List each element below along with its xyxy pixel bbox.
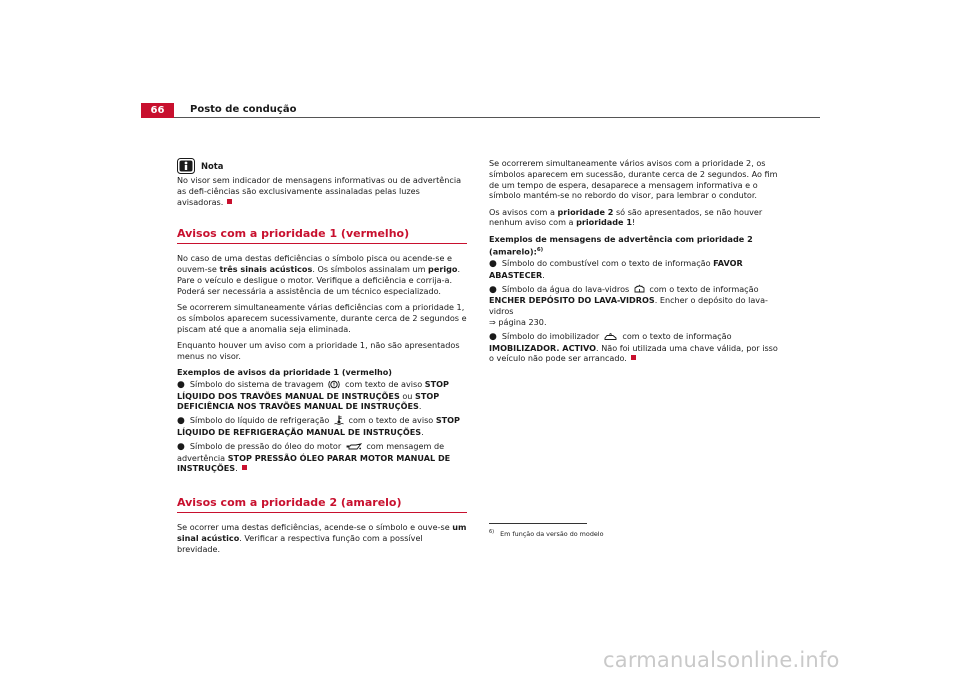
bullet-icon: ● — [489, 259, 497, 270]
end-mark-icon — [242, 465, 247, 470]
priority-1-paragraph-3: Enquanto houver um aviso com a prioridade 1, não são apresentados menus no visor. — [177, 339, 460, 361]
brake-system-icon — [328, 380, 340, 389]
washer-fluid-icon — [634, 284, 645, 294]
end-mark-icon — [227, 199, 232, 204]
priority-2-example-immobilizer: ● Símbolo do imobilizador com o texto de informação IMOBILIZADOR. ACTIVO. Não foi utilizada uma chave válida, por isso o veículo não pode ser arrancado. — [489, 330, 778, 364]
page-number: 66 — [141, 103, 174, 118]
priority-2-example-washer: ● Símbolo da água do lava-vidros com o texto de informação ENCHER DEPÓSITO DO LAVA-VIDROS. Encher o depósito do lava-vidros ⇒ página 230. — [489, 283, 768, 328]
bullet-icon: ● — [177, 379, 185, 390]
priority-1-paragraph-2: Se ocorrerem simultaneamente várias deficiências com a prioridade 1, os símbolos aparecem sucessivamente, durante cerca de 2 segundos e piscam até que a anomalia seja eliminada. — [177, 302, 467, 334]
bullet-icon: ● — [489, 284, 497, 295]
end-mark-icon — [631, 355, 636, 360]
header-rule — [174, 117, 820, 118]
bullet-icon: ● — [177, 441, 185, 452]
footnote-rule — [489, 523, 587, 524]
immobilizer-car-key-icon — [604, 333, 618, 341]
note-header — [177, 158, 467, 174]
coolant-icon — [334, 415, 344, 425]
bullet-icon: ● — [489, 331, 497, 342]
note-text: No visor sem indicador de mensagens informativas ou de advertência as defi-ciências são exclusivamente assinaladas pelas luzes avisadoras. — [177, 175, 462, 207]
priority-2-paragraph-3: Os avisos com a prioridade 2 só são apresentados, se não houver nenhum aviso com a prioridade 1! — [489, 206, 763, 228]
priority-2-examples-heading: Exemplos de mensagens de advertência com prioridade 2 (amarelo):$^{6)}$ — [489, 233, 753, 257]
footnote-reference: 6) — [536, 246, 544, 253]
note-title: Nota — [201, 160, 224, 171]
priority-1-example-brake: ● Símbolo do sistema de travagem com texto de aviso STOP LÍQUIDO DOS TRAVÕES MANUAL DE INSTRUÇÕES ou STOP DEFICIÊNCIA NOS TRAVÕES MANUAL DE INSTRUÇÕES. — [177, 378, 449, 412]
priority-2-paragraph-2: Se ocorrerem simultaneamente vários avisos com a prioridade 2, os símbolos aparecem em sucessão, durante cerca de 2 segundos. Ao fim de um tempo de espera, desaparece a mensagem informativa e o símbolo mantém-se no rebordo do visor, para lembrar o condutor. — [489, 158, 778, 201]
right-column — [489, 158, 779, 367]
priority-2-example-fuel: ● Símbolo do combustível com o texto de informação FAVOR ABASTECER. — [489, 258, 743, 280]
priority-1-paragraph-1: No caso de uma destas deficiências o símbolo pisca ou acende-se e ouvem-se três sinais acústicos. Os símbolos assinalam um perigo. Pare o veículo e desligue o motor. Verifique a deficiência e corrija-a. Poderá ser necessária a assistência de um técnico especializado. — [177, 253, 461, 296]
priority-1-example-oil-pressure: ● Símbolo de pressão do óleo do motor com mensagem de advertência STOP PRESSÃO ÓLEO PARAR MOTOR MANUAL DE INSTRUÇÕES. — [177, 440, 451, 474]
section-title-priority-2: Avisos com a prioridade 2 (amarelo) — [177, 496, 467, 513]
section-title-priority-1: Avisos com a prioridade 1 (vermelho) — [177, 227, 467, 244]
footnote: $^{6)}$ Em função da versão do modelo — [489, 529, 604, 538]
priority-2-paragraph-1: Se ocorrer uma destas deficiências, acende-se o símbolo e ouve-se um sinal acústico. Verificar a respectiva função com a possível brevidade. — [177, 522, 467, 554]
bullet-icon: ● — [177, 416, 185, 427]
priority-1-examples-heading: Exemplos de avisos da prioridade 1 (vermelho) — [177, 367, 393, 378]
left-column — [177, 158, 467, 560]
info-note-icon — [177, 158, 195, 174]
priority-1-example-coolant: ● Símbolo do líquido de refrigeração com o texto de aviso STOP LÍQUIDO DE REFRIGERAÇÃO MANUAL DE INSTRUÇÕES. — [177, 415, 460, 438]
running-title: Posto de condução — [190, 104, 297, 115]
watermark: carmanualsonline.info — [603, 648, 840, 672]
oil-pressure-icon — [346, 443, 362, 451]
page-reference-link[interactable]: ⇒ página 230. — [489, 317, 547, 328]
